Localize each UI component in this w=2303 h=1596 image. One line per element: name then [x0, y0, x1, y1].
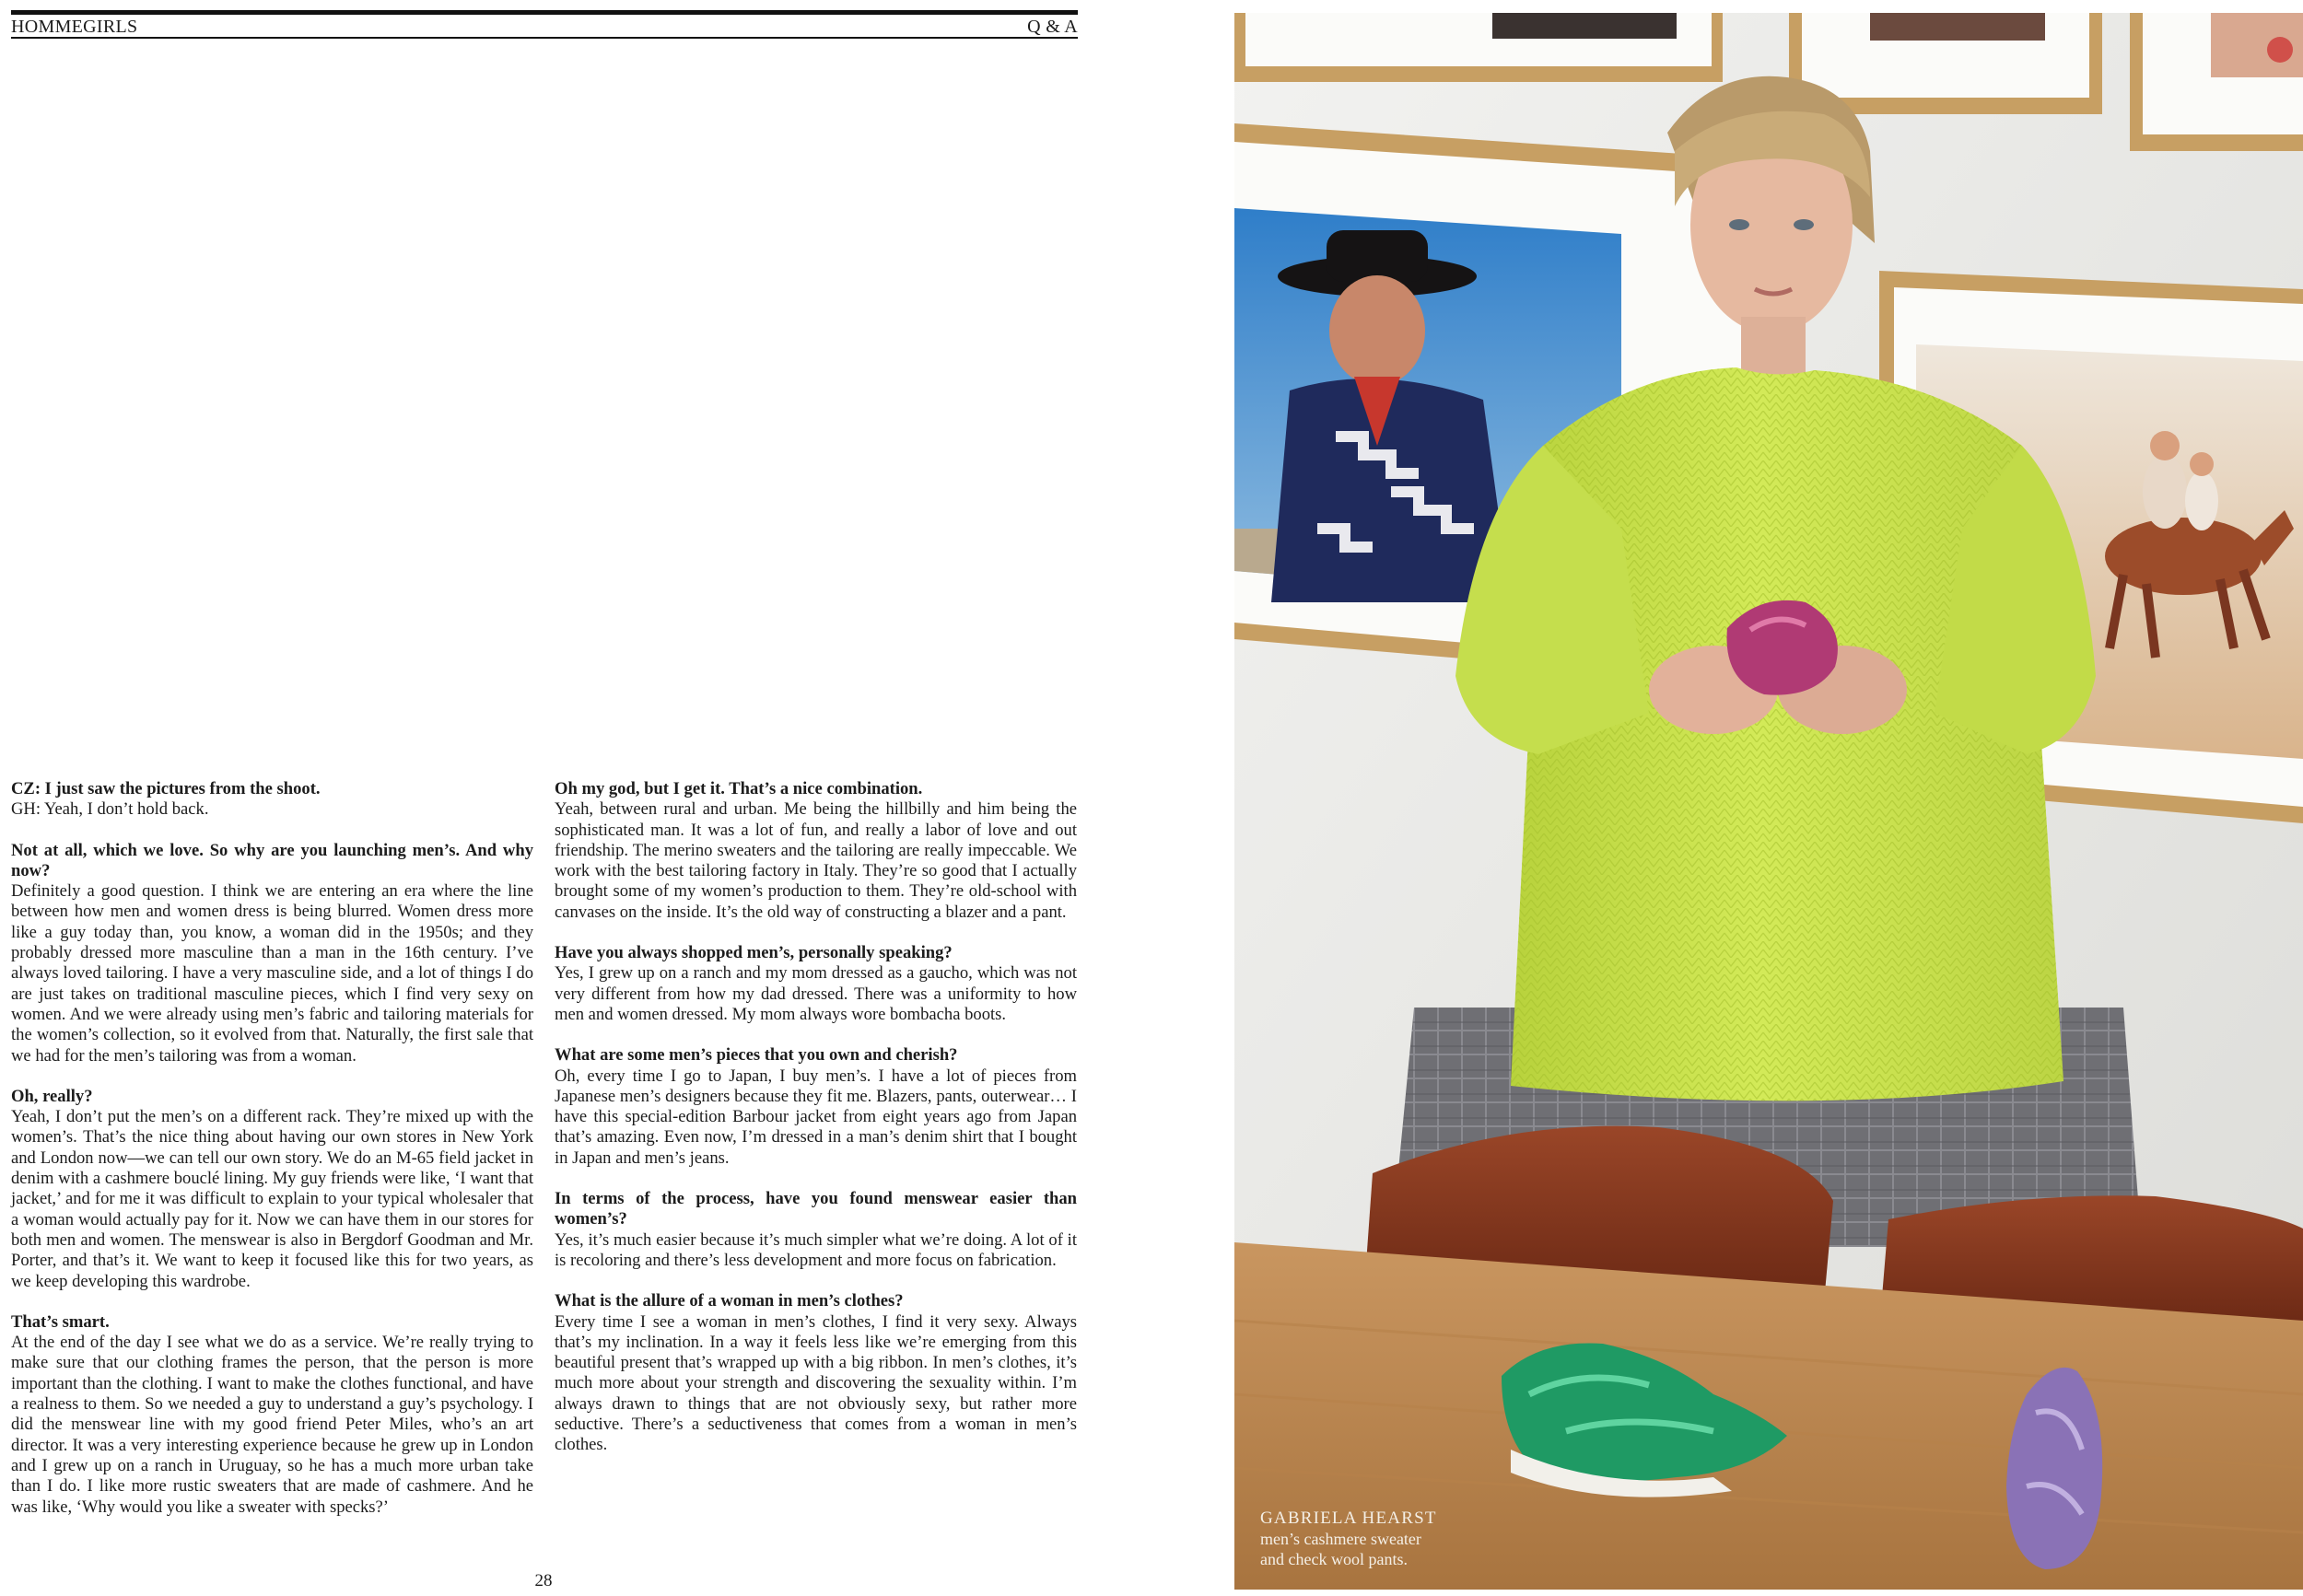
portrait-photo — [1234, 13, 2303, 1590]
question: What is the allure of a woman in men’s clothes? — [555, 1291, 904, 1311]
photo-caption — [1260, 1509, 1481, 1569]
page-number: 28 — [534, 1571, 553, 1590]
answer: Yeah, I don’t put the men’s on a different rack. They’re mixed up with the women’s. That’s the nice thing about having our own stores in New York and London now—we can tell our own story. We do an M-65 field jacket in denim with a cashmere bouclé lining. My guy friends were like, ‘I want that jacket,’ and for me it was difficult to explain to your typical wholesaler that a woman would actually pay for it. Now we can have them in our stores for both men and women. The menswear is also in Bergdorf Goodman and Mr. Porter, and that’s it. We want to keep it focused like this for two years, as we keep developing this wardrobe. — [11, 1107, 533, 1291]
question: Oh my god, but I get it. That’s a nice combination. — [555, 779, 923, 798]
qa-block — [11, 841, 533, 1066]
question: Not at all, which we love. So why are you launching men’s. And why now? — [11, 840, 533, 880]
answer: Yeah, between rural and urban. Me being the hillbilly and him being the sophisticated man. It was a lot of fun, and really a labor of love and out friendship. The merino sweaters and the tailoring are really impeccable. We work with the best tailoring factory in Italy. They’re so good that I actually brought some of my women’s production to them. They’re old-school with canvases on the inside. It’s the old way of constructing a blazer and a pant. — [555, 799, 1077, 922]
qa-block — [555, 779, 1077, 923]
caption-line-1: men’s cashmere sweater — [1260, 1530, 1421, 1548]
section-name: Q & A — [1027, 17, 1078, 37]
running-header — [11, 15, 1078, 37]
qa-block — [11, 1087, 533, 1292]
qa-block — [11, 779, 533, 821]
answer: GH: Yeah, I don’t hold back. — [11, 799, 209, 820]
question: Oh, really? — [11, 1086, 93, 1106]
magazine-name: HOMMEGIRLS — [11, 17, 138, 37]
caption-line-2: and check wool pants. — [1260, 1550, 1408, 1568]
answer: Every time I see a woman in men’s clothes, I find it very sexy. Always that’s my inclination. In a way it feels less like we’re emerging from this beautiful present that’s wrapped up with a big ribbon. In men’s clothes, it’s much more about your strength and discovering the sexuality within. I’m always drawn to things that are not obviously sexy, but rather more seductive. There’s a seductiveness that comes from a woman in men’s clothes. — [555, 1311, 1077, 1455]
answer: At the end of the day I see what we do as a service. We’re really trying to make sure that our clothing frames the person, that the person is more important than the clothing. I want to make the clothes functional, and have a realness to them. So we needed a guy to understand a guy’s psychology. I did the menswear line with my good friend Peter Miles, who’s an art director. It was a very interesting experience because he grew up in London and I grew up on a ranch in Uruguay, so he has a much more urban take than I do. I like more rustic sweaters that are made of cashmere. And he was like, ‘Why would you like a sweater with specks?’ — [11, 1333, 533, 1517]
frame-top-left — [1234, 13, 1723, 82]
answer: Yes, I grew up on a ranch and my mom dressed as a gaucho, which was not very different from how my dad dressed. There was a uniformity to how men and women dressed. My mom always wore bombacha boots. — [555, 963, 1077, 1024]
text-column-1 — [11, 779, 533, 1538]
question: That’s smart. — [11, 1311, 110, 1332]
answer: Oh, every time I go to Japan, I buy men’s. I have a lot of pieces from Japanese men’s designers because they fit me. Blazers, pants, outerwear… I have this special-edition Barbour jacket from eight years ago from Japan that’s amazing. Even now, I’m dressed in a man’s denim shirt that I bought in Japan and men’s jeans. — [555, 1066, 1077, 1168]
question: What are some men’s pieces that you own and cherish? — [555, 1045, 958, 1066]
qa-block — [11, 1312, 533, 1518]
header-rule-bottom — [11, 37, 1078, 39]
qa-block — [555, 1045, 1077, 1169]
qa-block — [555, 1291, 1077, 1455]
answer: Definitely a good question. I think we are entering an era where the line between how men and women dress is being blurred. Women dress more like a guy today than, you know, a woman did in the 1950s; and they probably dressed more masculine than a man in the 16th century. I’ve always loved tailoring. I have a very masculine side, and a lot of things I do are just takes on traditional masculine pieces, which I find very sexy on women. And we were already using men’s fabric and tailoring materials for the women’s collection, so it evolved from that. Naturally, the first sale that we had for the men’s tailoring was from a woman. — [11, 881, 533, 1066]
right-page — [1234, 0, 2303, 1596]
question: Have you always shopped men’s, personally speaking? — [555, 943, 953, 963]
question: In terms of the process, have you found menswear easier than women’s? — [555, 1189, 1077, 1229]
pink-stone — [1727, 600, 1838, 695]
qa-block — [555, 943, 1077, 1025]
question: CZ: I just saw the pictures from the shoot. — [11, 779, 321, 798]
qa-block — [555, 1189, 1077, 1271]
caption-name: GABRIELA HEARST — [1260, 1509, 1437, 1528]
answer: Yes, it’s much easier because it’s much simpler what we’re doing. A lot of it is recoloring and there’s less development and more focus on fabrication. — [555, 1229, 1077, 1270]
text-column-2 — [555, 779, 1077, 1476]
frame-top-right — [2130, 13, 2303, 151]
